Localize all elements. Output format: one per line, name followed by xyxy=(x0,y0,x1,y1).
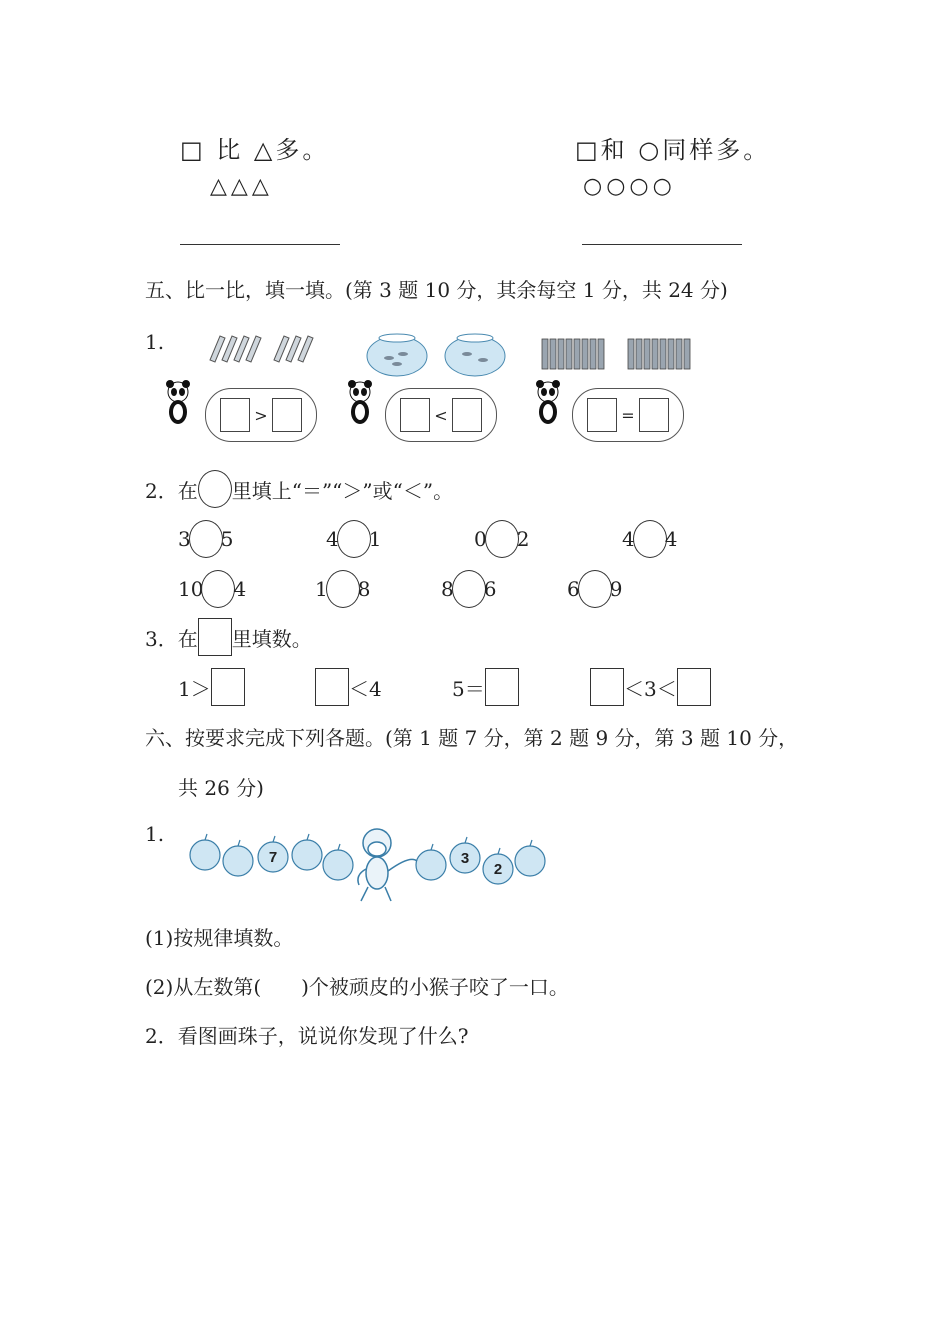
answer-box[interactable] xyxy=(315,668,349,706)
fishbowls-illustration xyxy=(365,330,510,380)
apple-number-3: 3 xyxy=(460,850,470,867)
num-left: 1 xyxy=(315,577,328,601)
answer-box[interactable] xyxy=(639,398,669,432)
num-left: 0 xyxy=(474,527,487,551)
apple-number-2: 2 xyxy=(493,861,503,878)
answer-circle[interactable] xyxy=(189,520,223,558)
num-right: 4 xyxy=(664,527,678,551)
num-left: 4 xyxy=(622,527,635,551)
compare-bubble-3 xyxy=(572,388,684,442)
compare-symbol: > xyxy=(254,405,268,425)
compare-item xyxy=(441,570,496,608)
sample-box xyxy=(198,618,232,656)
num-right: 8 xyxy=(357,577,371,601)
section5-title: 五、比一比，填一填。(第 3 题 10 分，其余每空 1 分，共 24 分) xyxy=(145,278,728,302)
num-right: 6 xyxy=(483,577,497,601)
compare-item xyxy=(567,570,622,608)
num-right: 1 xyxy=(368,527,382,551)
answer-box[interactable] xyxy=(211,668,245,706)
top-left-triangles: △△△ xyxy=(210,174,273,199)
expr-text: ＜3＜ xyxy=(624,676,677,701)
compare-item xyxy=(622,520,677,558)
crayons-illustration xyxy=(540,335,700,380)
num-right: 9 xyxy=(609,577,623,601)
s5-q1-label: 1. xyxy=(145,330,165,354)
top-right-circles: ○○○○ xyxy=(583,174,676,199)
s6-q1-sub2: (2)从左数第( )个被顽皮的小猴子咬了一口。 xyxy=(145,975,569,999)
s6-q1-label: 1. xyxy=(145,822,165,846)
top-left-sentence: □ 比 △多。 xyxy=(180,136,330,164)
answer-box[interactable] xyxy=(452,398,482,432)
answer-box[interactable] xyxy=(485,668,519,706)
panda-icon xyxy=(163,380,193,430)
answer-box[interactable] xyxy=(587,398,617,432)
answer-circle[interactable] xyxy=(578,570,612,608)
pencils-illustration xyxy=(200,330,320,370)
answer-box[interactable] xyxy=(400,398,430,432)
answer-circle[interactable] xyxy=(485,520,519,558)
fill-item-b xyxy=(315,668,382,706)
num-left: 3 xyxy=(178,527,191,551)
expr-text: 5＝ xyxy=(452,676,485,701)
section6-title-line2: 共 26 分) xyxy=(178,776,264,800)
panda-icon xyxy=(345,380,375,430)
answer-circle[interactable] xyxy=(201,570,235,608)
compare-symbol: = xyxy=(621,405,635,425)
compare-item xyxy=(326,520,381,558)
num-left: 8 xyxy=(441,577,454,601)
fill-item-d xyxy=(590,668,711,706)
answer-circle[interactable] xyxy=(326,570,360,608)
num-left: 6 xyxy=(567,577,580,601)
compare-item xyxy=(474,520,529,558)
fill-item-c xyxy=(452,668,519,706)
num-right: 5 xyxy=(220,527,234,551)
s5-q2-label: 2．在 xyxy=(145,478,198,503)
compare-item xyxy=(315,570,370,608)
top-right-answer-line[interactable] xyxy=(582,244,742,245)
section6-title-line1: 六、按要求完成下列各题。(第 1 题 7 分，第 2 题 9 分，第 3 题 10 分， xyxy=(145,726,799,750)
answer-circle[interactable] xyxy=(337,520,371,558)
compare-bubble-1 xyxy=(205,388,317,442)
answer-box[interactable] xyxy=(677,668,711,706)
compare-item xyxy=(178,520,233,558)
s5-q2-rest: 里填上“＝”“＞”或“＜”。 xyxy=(231,478,454,503)
answer-box[interactable] xyxy=(220,398,250,432)
s6-q1-sub1: (1)按规律填数。 xyxy=(145,926,294,950)
s5-q3-rest: 里填数。 xyxy=(231,626,312,651)
expr-text: ＜4 xyxy=(349,676,382,701)
compare-item xyxy=(178,570,246,608)
num-left: 4 xyxy=(326,527,339,551)
answer-box[interactable] xyxy=(590,668,624,706)
top-right-sentence: □和 ○同样多。 xyxy=(575,136,771,164)
apples-monkey-illustration xyxy=(185,825,555,905)
panda-icon xyxy=(533,380,563,430)
num-right: 2 xyxy=(516,527,530,551)
apple-number-7: 7 xyxy=(268,849,278,866)
sample-circle xyxy=(198,470,232,508)
top-left-answer-line[interactable] xyxy=(180,244,340,245)
answer-circle[interactable] xyxy=(633,520,667,558)
answer-circle[interactable] xyxy=(452,570,486,608)
fill-item-a xyxy=(178,668,245,706)
compare-bubble-2 xyxy=(385,388,497,442)
num-left: 10 xyxy=(178,577,204,601)
s5-q2-instruction xyxy=(145,470,453,508)
expr-text: 1＞ xyxy=(178,676,211,701)
compare-symbol: < xyxy=(434,405,448,425)
num-right: 4 xyxy=(233,577,247,601)
answer-box[interactable] xyxy=(272,398,302,432)
s5-q3-instruction xyxy=(145,618,312,656)
s6-q2: 2．看图画珠子，说说你发现了什么? xyxy=(145,1024,469,1048)
s5-q3-label: 3．在 xyxy=(145,626,198,651)
